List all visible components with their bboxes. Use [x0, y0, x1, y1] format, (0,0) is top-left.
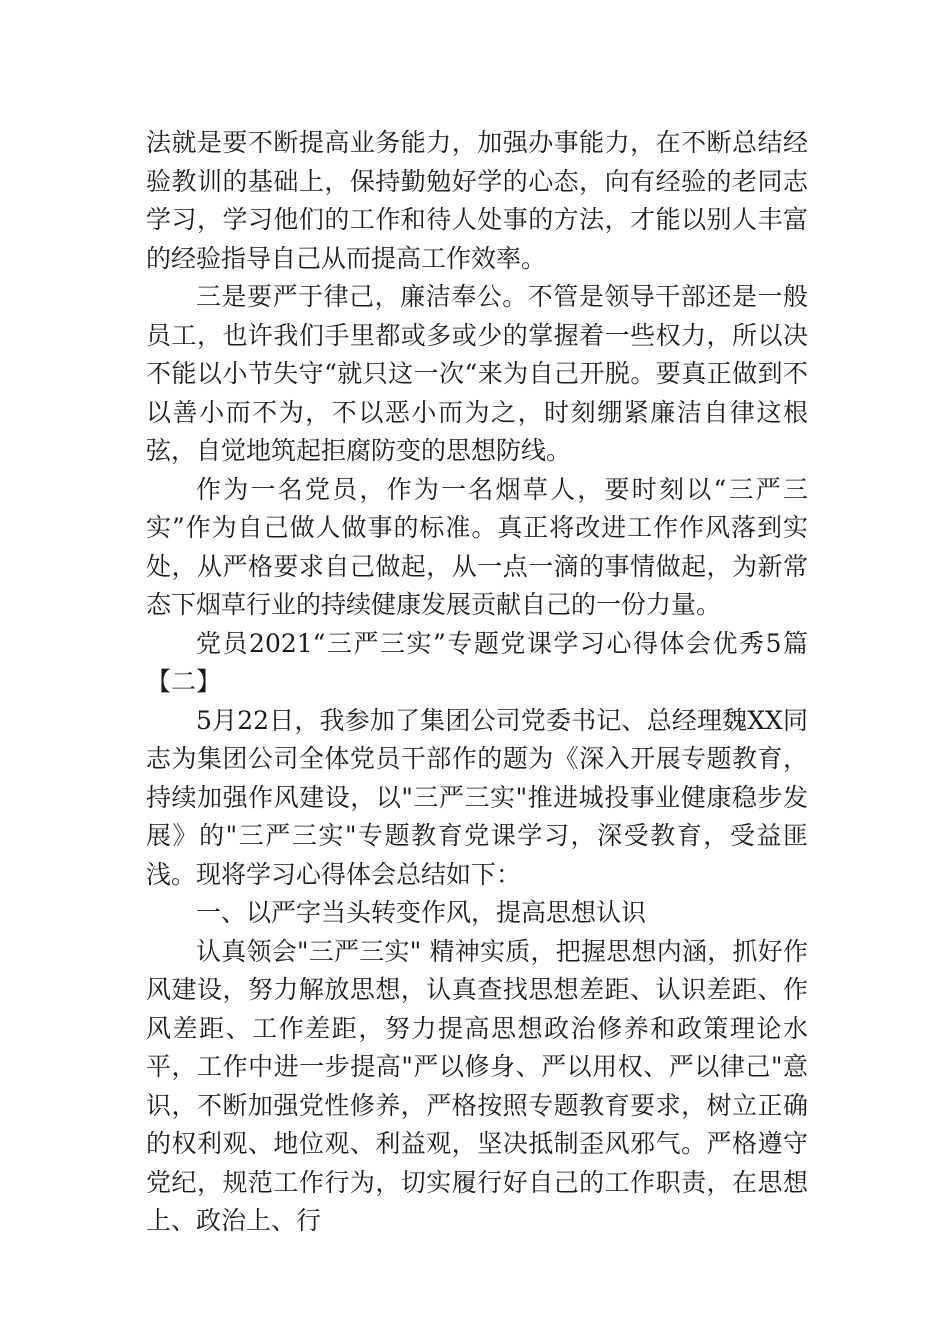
paragraph-self-discipline: 三是要严于律己，廉洁奉公。不管是领导干部还是一般员工，也许我们手里都或多或少的掌握着一些权力，所以决不能以小节失守“就只这一次“来为自己开脱。要真正做到不以善小而不为，不以恶小而为之，时刻绷紧廉洁自律这根弦，自觉地筑起拒腐防变的思想防线。 — [146, 282, 808, 465]
paragraph-understanding: 认真领会"三严三实" 精神实质，把握思想内涵，抓好作风建设，努力解放思想，认真查找思想差距、认识差距、作风差距、工作差距，努力提高思想政治修养和政策理论水平，工作中进一步提高"严以修身、严以用权、严以律己"意识，不断加强党性修养，严格按照专题教育要求，树立正确的权利观、地位观、利益观，坚决抵制歪风邪气。严格遵守党纪，规范工作行为，切实履行好自己的工作职责，在思想上、政治上、行 — [146, 936, 808, 1235]
document-body — [146, 124, 808, 1241]
section-heading-part-two: 党员2021“三严三实”专题党课学习心得体会优秀5篇【二】 — [146, 628, 808, 696]
subheading-one: 一、以严字当头转变作风，提高思想认识 — [196, 898, 647, 927]
paragraph-conclusion: 作为一名党员，作为一名烟草人，要时刻以“三严三实”作为自己做人做事的标准。真正将改进工作作风落到实处，从严格要求自己做起，从一点一滴的事情做起，为新常态下烟草行业的持续健康发展贡献自己的一份力量。 — [146, 474, 808, 619]
paragraph-continuation: 法就是要不断提高业务能力，加强办事能力，在不断总结经验教训的基础上，保持勤勉好学的心态，向有经验的老同志学习，学习他们的工作和待人处事的方法，才能以别人丰富的经验指导自己从而提高工作效率。 — [146, 128, 808, 273]
paragraph-intro: 5月22日，我参加了集团公司党委书记、总经理魏XX同志为集团公司全体党员干部作的题为《深入开展专题教育，持续加强作风建设，以"三严三实"推进城投事业健康稳步发展》的"三严三实"专题教育党课学习，深受教育，受益匪浅。现将学习心得体会总结如下： — [146, 705, 808, 889]
